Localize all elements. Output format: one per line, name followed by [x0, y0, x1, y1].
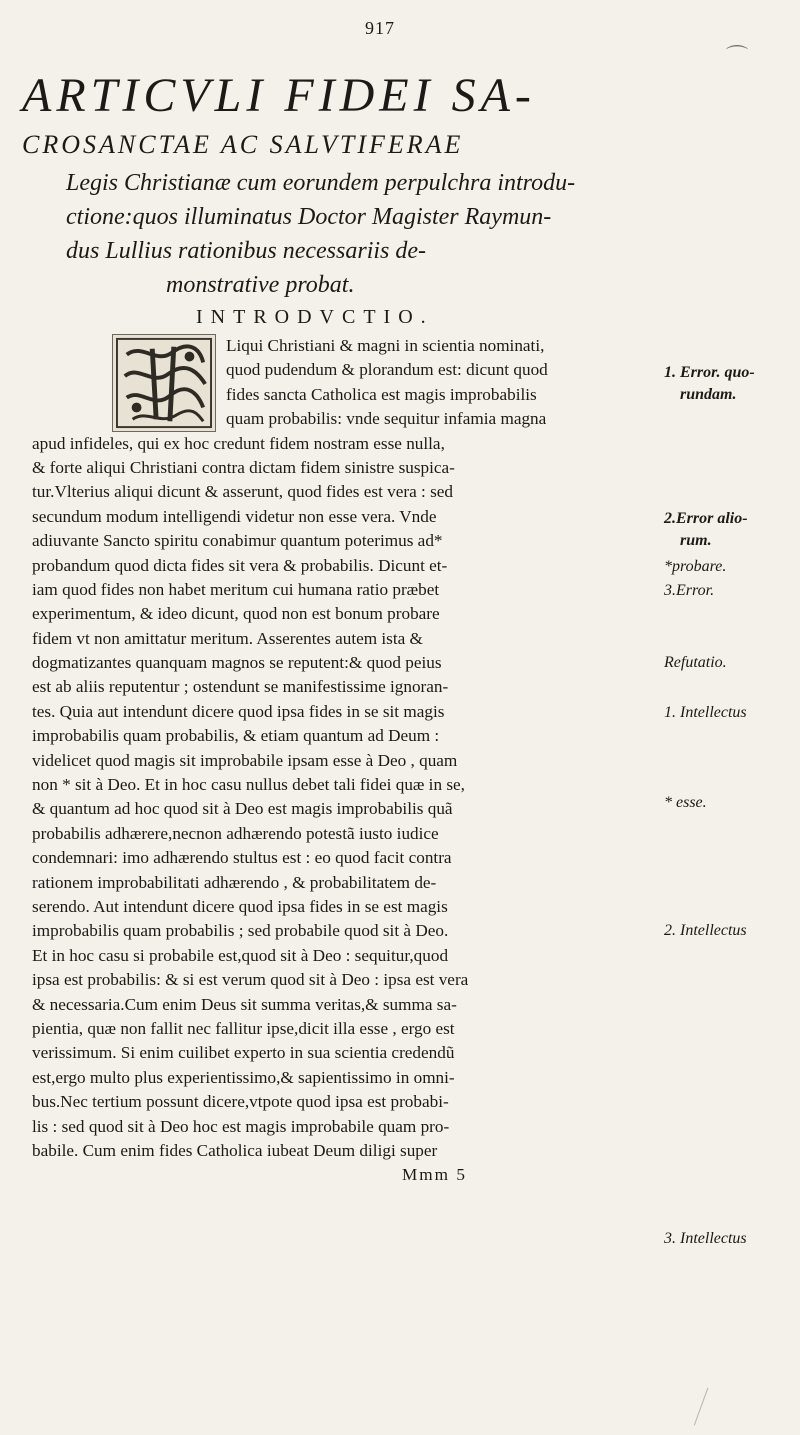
title-line-1: ARTICVLI FIDEI SA-	[22, 69, 536, 122]
text-line: secundum modum intelligendi videtur non esse vera. Vnde	[32, 506, 437, 526]
text-line: pientia, quæ non fallit nec fallitur ipse,dicit illa esse , ergo est	[32, 1018, 455, 1038]
subtitle-line: Legis Christianæ cum eorundem perpulchra introdu-	[66, 170, 576, 196]
page-number: 917	[365, 18, 395, 38]
subtitle-line: dus Lullius rationibus necessariis de-	[66, 238, 427, 264]
text-line: probandum quod dicta fides sit vera & probabilis. Dicunt et-	[32, 555, 448, 575]
text-line: dogmatizantes quanquam magnos se reputent:& quod peius	[32, 653, 442, 673]
text-line: ipsa est probabilis: & si est verum quod sit à Deo : ipsa est vera	[32, 970, 469, 990]
title-line-2: CROSANCTAE AC SALVTIFERAE	[22, 130, 464, 159]
text-line: & necessaria.Cum enim Deus sit summa veritas,& summa sa-	[32, 994, 457, 1014]
subtitle-line: ctione:quos illuminatus Doctor Magister Raymun-	[66, 204, 552, 230]
text-line: experimentum, & ideo dicunt, quod non est bonum probare	[32, 604, 440, 624]
margin-note-line: rundam.	[680, 386, 737, 403]
text-line: quod pudendum & plorandum est: dicunt quod	[226, 360, 548, 380]
margin-note-error-2	[664, 508, 798, 552]
text-line: non * sit à Deo. Et in hoc casu nullus debet tali fidei quæ in se,	[32, 775, 465, 795]
signature-mark: Mmm 5	[402, 1165, 467, 1185]
text-line: bus.Nec tertium possunt dicere,vtpote quod ipsa est probabi-	[32, 1092, 449, 1112]
text-line: iam quod fides non habet meritum cui humana ratio præbet	[32, 579, 440, 599]
text-line: improbabilis quam probabilis ; sed probabile quod sit à Deo.	[32, 921, 449, 941]
text-line: rationem improbabilitati adhærendo , & probabilitatem de-	[32, 872, 437, 892]
body-text	[32, 334, 660, 1188]
text-line: Liqui Christiani & magni in scientia nominati,	[226, 336, 545, 355]
subtitle-line: monstrative probat.	[166, 272, 355, 298]
corner-mark: ⌒	[726, 44, 749, 69]
text-line: verissimum. Si enim cuilibet experto in sua scientia credendũ	[32, 1043, 455, 1063]
text-line: babile. Cum enim fides Catholica iubeat Deum diligi super	[32, 1140, 438, 1160]
text-line: adiuvante Sancto spiritu conabimur quantum poterimus ad*	[32, 531, 443, 551]
text-line: lis : sed quod sit à Deo hoc est magis improbabile quam pro-	[32, 1116, 450, 1136]
text-line: fides sancta Catholica est magis improbabilis	[226, 384, 537, 404]
margin-note-probare: *probare.	[664, 558, 727, 575]
text-line: & quantum ad hoc quod sit à Deo est magis improbabilis quã	[32, 799, 453, 819]
margin-note-line: rum.	[680, 532, 712, 549]
text-line: condemnari: imo adhærendo stultus est : eo quod facit contra	[32, 848, 452, 868]
text-line: videlicet quod magis sit improbabile ipsam esse à Deo , quam	[32, 750, 458, 770]
text-line: probabilis adhærere,necnon adhærendo potestã iusto iudice	[32, 823, 439, 843]
paper-fold-mark	[694, 1388, 727, 1433]
text-line: Et in hoc casu si probabile est,quod sit à Deo : sequitur,quod	[32, 945, 449, 965]
margin-note-line: 2.Error alio-	[664, 510, 748, 527]
text-line: tes. Quia aut intendunt dicere quod ipsa fides in se sit magis	[32, 701, 445, 721]
margin-note-esse: * esse.	[664, 794, 707, 811]
margin-note-error-3: 3.Error.	[664, 582, 715, 599]
margin-note-line: 1. Error. quo-	[664, 364, 755, 381]
margin-note-intellectus-3: 3. Intellectus	[664, 1230, 747, 1247]
text-line: fidem vt non amittatur meritum. Asserentes autem ista &	[32, 628, 423, 648]
margin-note-intellectus-2: 2. Intellectus	[664, 922, 747, 939]
subtitle	[66, 166, 766, 302]
intro-heading: INTRODVCTIO.	[196, 306, 434, 328]
text-line: serendo. Aut intendunt dicere quod ipsa fides in se est magis	[32, 896, 448, 916]
margin-note-intellectus-1: 1. Intellectus	[664, 704, 747, 721]
text-line: apud infideles, qui ex hoc credunt fidem nostram esse nulla,	[32, 433, 445, 453]
text-line: est,ergo multo plus experientissimo,& sapientissimo in omni-	[32, 1067, 455, 1087]
text-line: tur.Vlterius aliqui dicunt & asserunt, quod fides est vera : sed	[32, 482, 454, 502]
text-line: quam probabilis: vnde sequitur infamia magna	[226, 409, 547, 429]
text-line: est ab aliis reputentur ; ostendunt se manifestissime ignoran-	[32, 677, 449, 697]
margin-note-refutatio: Refutatio.	[664, 654, 727, 671]
margin-note-error-1	[664, 362, 798, 406]
text-line: improbabilis quam probabilis, & etiam quantum ad Deum :	[32, 726, 440, 746]
text-line: & forte aliqui Christiani contra dictam fidem sinistre suspica-	[32, 457, 455, 477]
